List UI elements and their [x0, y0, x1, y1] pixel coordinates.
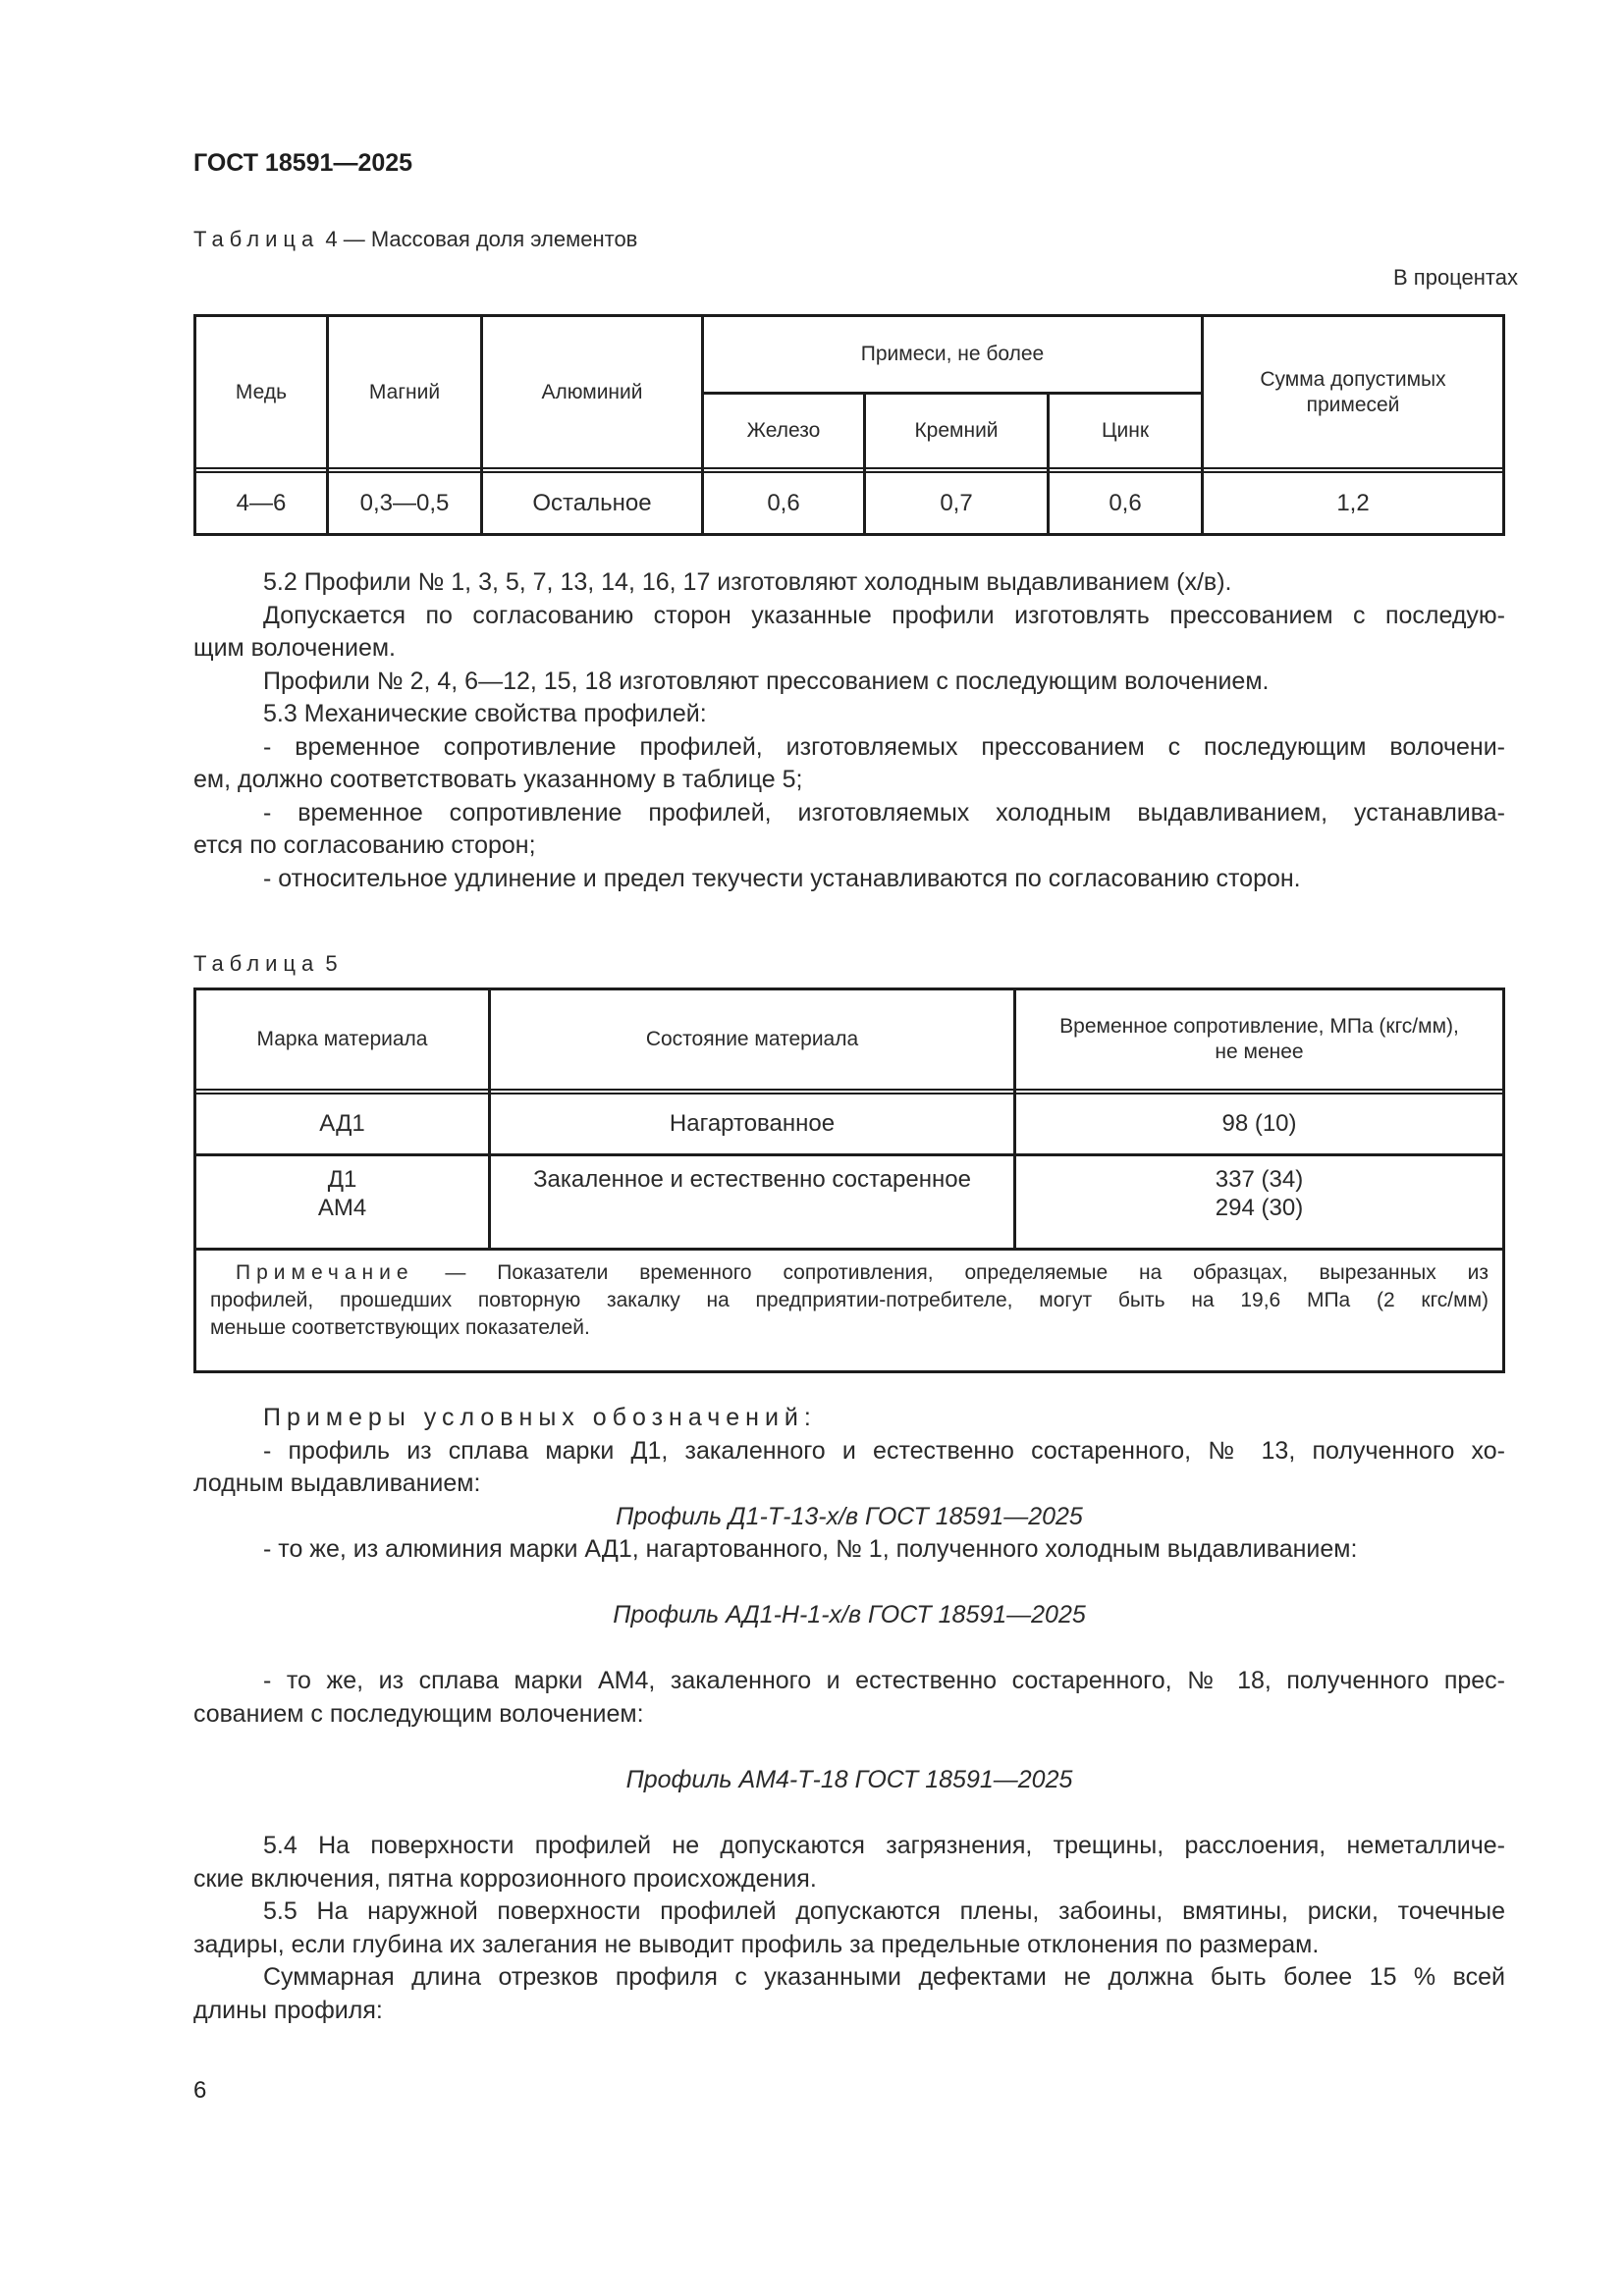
spacer: [193, 1632, 1505, 1666]
example-1-designation: Профиль Д1-Т-13-х/в ГОСТ 18591—2025: [616, 1502, 1083, 1530]
header-strength-line2: не менее: [1215, 1041, 1304, 1063]
text-line: длины профиля:: [193, 1996, 383, 2024]
header-iron: Железо: [746, 419, 821, 442]
cell-grade-d1-am4: [196, 1165, 488, 1224]
cell-iron: 0,6: [767, 490, 800, 516]
text-line: - временное сопротивление профилей, изготовляемых прессованием с последующим волочени-: [263, 732, 1505, 761]
text-line: 5.5 На наружной поверхности профилей допускаются плены, забоины, вмятины, риски, точечные: [263, 1897, 1505, 1925]
text-line: ские включения, пятна коррозионного происхождения.: [193, 1864, 817, 1893]
cell-sum: 1,2: [1336, 490, 1370, 516]
header-copper: Медь: [235, 380, 288, 403]
text-line: 5.4 На поверхности профилей не допускаются загрязнения, трещины, расслоения, неметалличе-: [263, 1832, 1505, 1859]
strength-am4: 294 (30): [1215, 1195, 1304, 1221]
example-1-text-cont: лодным выдавливанием:: [193, 1469, 481, 1497]
example-3-text-cont: сованием с последующим волочением:: [193, 1699, 644, 1728]
header-grade: Марка материала: [256, 1028, 428, 1050]
header-aluminum: Алюминий: [541, 380, 643, 403]
text-line: 5.3 Механические свойства профилей:: [263, 700, 707, 727]
table5-note: [210, 1259, 1489, 1342]
note-line: меньше соответствующих показателей.: [210, 1316, 590, 1339]
cell-state-ad1: Нагартованное: [669, 1110, 836, 1137]
example-2-designation: Профиль АД1-Н-1-х/в ГОСТ 18591—2025: [613, 1601, 1086, 1629]
spacer: [193, 1731, 1505, 1764]
header-zinc: Цинк: [1101, 419, 1150, 442]
cell-strength-d1-am4: [1016, 1165, 1502, 1224]
text-line: задиры, если глубина их залегания не выводит профиль за предельные отклонения по размерам.: [193, 1930, 1320, 1958]
spacer: [193, 1567, 1505, 1600]
table4-caption-title: 4 — Массовая доля элементов: [325, 227, 638, 251]
strength-d1: 337 (34): [1215, 1166, 1304, 1193]
header-state: Состояние материала: [645, 1028, 859, 1050]
example-2-text: - то же, из алюминия марки АД1, нагартованного, № 1, полученного холодным выдавливанием:: [263, 1535, 1358, 1563]
header-impurities: Примеси, не более: [860, 343, 1045, 365]
example-3-designation: Профиль АМ4-Т-18 ГОСТ 18591—2025: [625, 1765, 1073, 1793]
text-line: щим волочением.: [193, 634, 396, 662]
text-line: - временное сопротивление профилей, изготовляемых холодным выдавливанием, устанавлива-: [263, 798, 1505, 827]
text-line: Профили № 2, 4, 6—12, 15, 18 изготовляют прессованием с последующим волочением.: [263, 667, 1270, 695]
example-3-text: - то же, из сплава марки АМ4, закаленного и естественно состаренного, № 18, полученного прес-: [263, 1667, 1505, 1694]
note-text-1: — Показатели временного сопротивления, определяемые на образцах, вырезанных из: [445, 1261, 1489, 1284]
grade-d1: Д1: [327, 1166, 357, 1193]
text-line: ется по согласованию сторон;: [193, 831, 536, 859]
header-strength-line1: Временное сопротивление, МПа (кгс/мм),: [1059, 1015, 1459, 1038]
section-5-2-text: [193, 566, 1505, 895]
table5-caption-prefix: Таблица: [193, 951, 320, 976]
note-line: [210, 1259, 1489, 1287]
example-1-text: - профиль из сплава марки Д1, закаленного и естественно состаренного, № 13, полученного хо-: [263, 1436, 1505, 1465]
header-sum: [1204, 317, 1502, 467]
table4-caption-prefix: Таблица: [193, 227, 320, 251]
document-header: ГОСТ 18591—2025: [193, 149, 413, 177]
table4-caption: [193, 227, 637, 252]
table4-units: В процентах: [1393, 265, 1518, 290]
examples-heading: Примеры условных обозначений:: [263, 1404, 817, 1431]
header-magnesium: Магний: [368, 380, 441, 403]
cell-copper: 4—6: [236, 490, 287, 516]
cell-zinc: 0,6: [1109, 490, 1142, 516]
page-number: 6: [193, 2077, 207, 2104]
header-sum-line1: Сумма допустимых: [1260, 367, 1446, 391]
cell-grade-ad1: АД1: [319, 1110, 365, 1137]
note-line: профилей, прошедших повторную закалку на предприятии-потребителе, могут быть на 19,6 МПа (2 кгс/мм): [210, 1289, 1489, 1311]
text-line: Допускается по согласованию сторон указанные профили изготовлять прессованием с последую-: [263, 601, 1505, 629]
table4: [193, 314, 1505, 536]
cell-state-d1-am4: Закаленное и естественно состаренное: [533, 1166, 971, 1193]
cell-aluminum: Остальное: [532, 490, 652, 516]
cell-magnesium: 0,3—0,5: [359, 490, 450, 516]
cell-silicon: 0,7: [940, 490, 973, 516]
grade-am4: АМ4: [317, 1195, 367, 1221]
section-5-4-text: [193, 1830, 1505, 2027]
cell-strength-ad1: 98 (10): [1221, 1110, 1297, 1137]
header-sum-line2: примесей: [1306, 393, 1400, 416]
header-silicon: Кремний: [914, 419, 999, 442]
table5-caption: [193, 951, 338, 977]
table5-caption-number: 5: [325, 951, 338, 976]
text-line: ем, должно соответствовать указанному в таблице 5;: [193, 766, 803, 793]
table5: [193, 988, 1505, 1373]
text-line: 5.2 Профили № 1, 3, 5, 7, 13, 14, 16, 17 изготовляют холодным выдавливанием (х/в).: [263, 568, 1232, 596]
text-line: Суммарная длина отрезков профиля с указанными дефектами не должна быть более 15 % всей: [263, 1963, 1505, 1991]
header-strength: [1016, 990, 1502, 1089]
examples-block: [193, 1402, 1505, 1796]
note-label: Примечание: [236, 1261, 414, 1284]
text-line: - относительное удлинение и предел текучести устанавливаются по согласованию сторон.: [263, 864, 1301, 892]
